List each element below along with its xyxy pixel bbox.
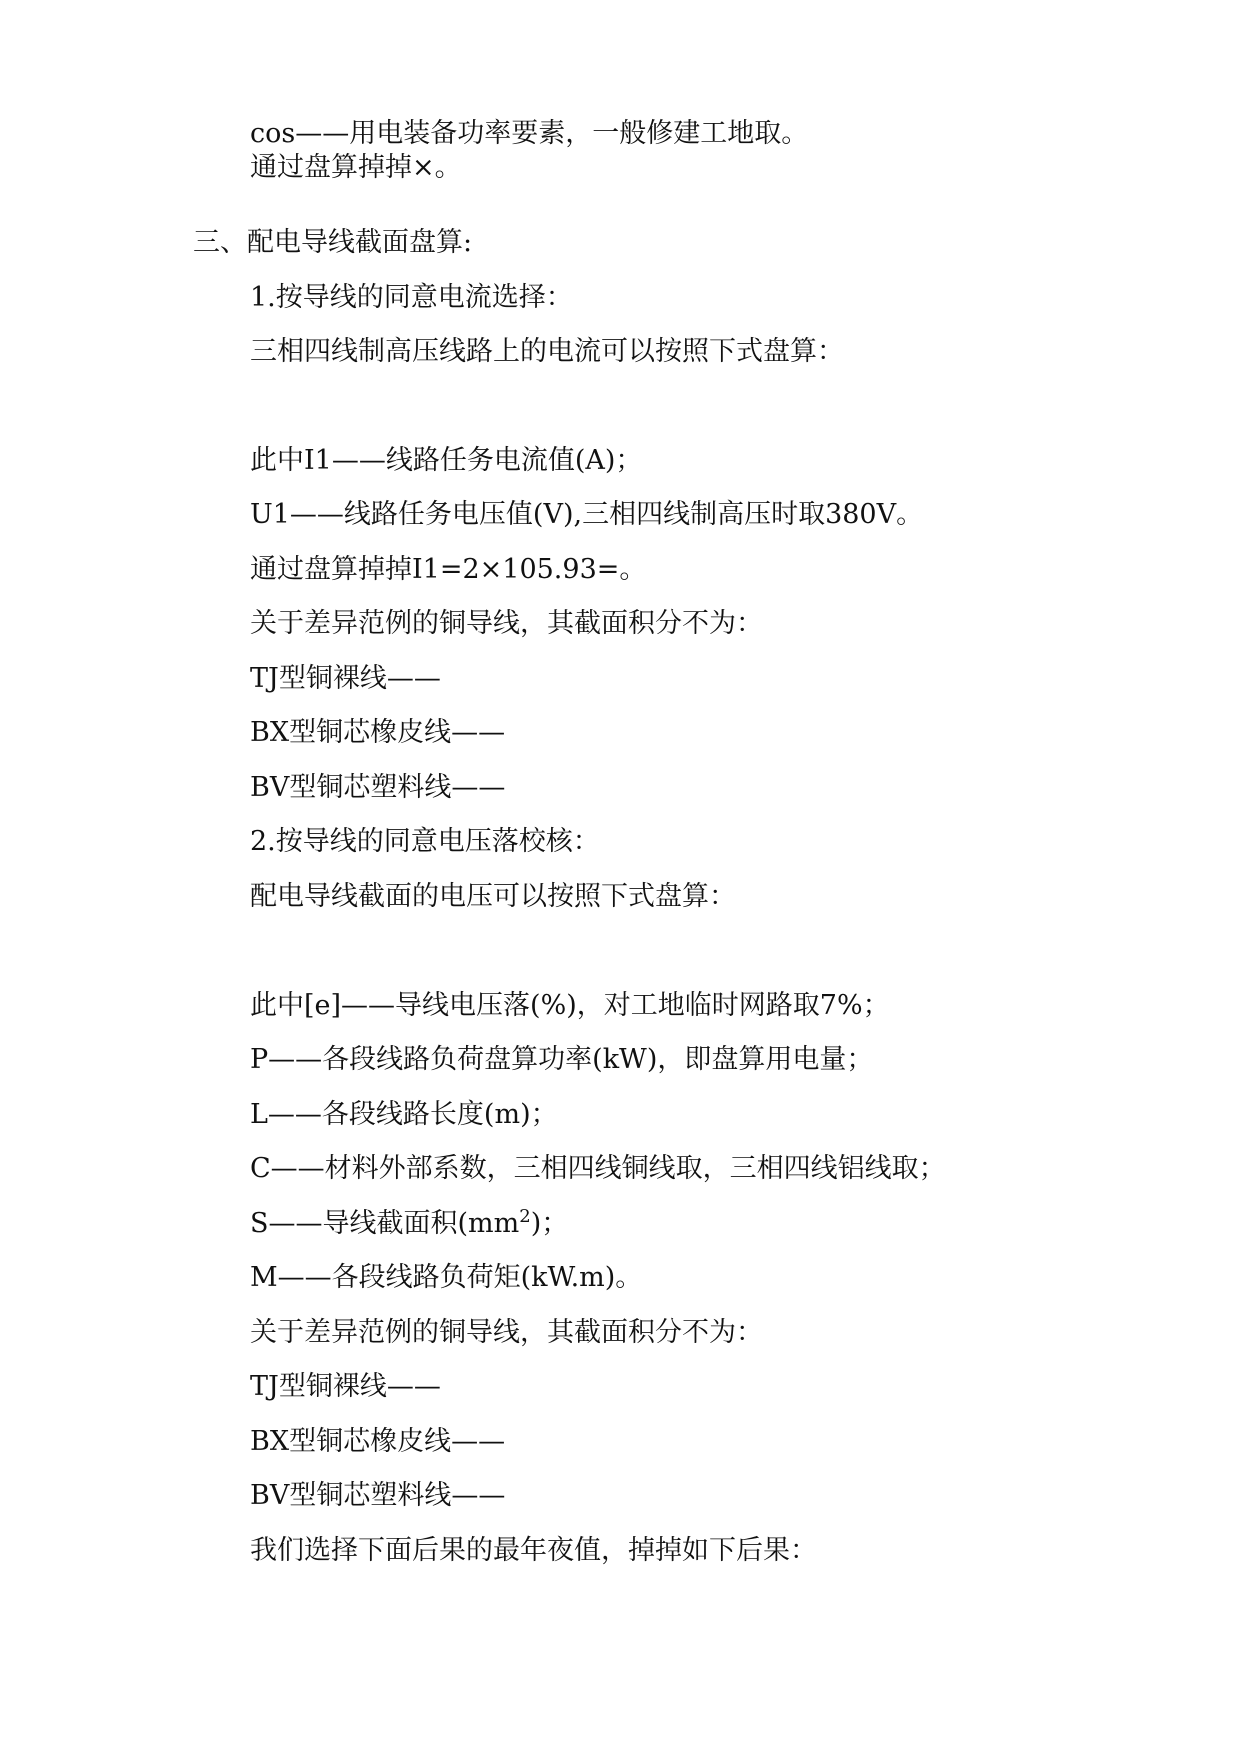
text-line: P——各段线路负荷盘算功率(kW)，即盘算用电量； xyxy=(250,1044,874,1075)
text-line: 关于差异范例的铜导线，其截面积分不为： xyxy=(250,608,763,639)
text-line: BV型铜芯塑料线—— xyxy=(250,1480,506,1511)
text-line: TJ型铜裸线—— xyxy=(250,663,441,694)
text-line: BX型铜芯橡皮线—— xyxy=(250,1426,506,1457)
text-line: cos——用电装备功率要素，一般修建工地取。 xyxy=(250,118,809,149)
text-line: M——各段线路负荷矩(kW.m)。 xyxy=(250,1262,643,1293)
text-fragment: )； xyxy=(530,1208,569,1239)
text-line: L——各段线路长度(m)； xyxy=(250,1099,558,1130)
text-fragment: S——导线截面积(mm xyxy=(250,1208,520,1239)
text-line: BV型铜芯塑料线—— xyxy=(250,772,506,803)
text-line: U1——线路任务电压值(V),三相四线制高压时取380V。 xyxy=(250,499,924,530)
text-line: TJ型铜裸线—— xyxy=(250,1371,441,1402)
text-line: 此中[e]——导线电压落(%)，对工地临时网路取7%； xyxy=(250,990,890,1021)
text-line: 通过盘算掉掉×。 xyxy=(250,152,462,183)
subsection-heading: 1.按导线的同意电流选择： xyxy=(250,282,573,313)
text-line: 通过盘算掉掉I1=2×105.93=。 xyxy=(250,554,647,585)
superscript: 2 xyxy=(519,1206,531,1227)
text-line xyxy=(250,1206,568,1242)
text-line: 三相四线制高压线路上的电流可以按照下式盘算： xyxy=(250,336,844,367)
text-line: 关于差异范例的铜导线，其截面积分不为： xyxy=(250,1317,763,1348)
text-line: 配电导线截面的电压可以按照下式盘算： xyxy=(250,881,736,912)
text-line: C——材料外部系数，三相四线铜线取，三相四线铝线取； xyxy=(250,1153,946,1184)
text-line: 此中I1——线路任务电流值(A)； xyxy=(250,445,643,476)
section-heading: 三、配电导线截面盘算: xyxy=(193,227,473,258)
text-line: BX型铜芯橡皮线—— xyxy=(250,717,506,748)
text-line: 我们选择下面后果的最年夜值，掉掉如下后果： xyxy=(250,1535,817,1566)
subsection-heading: 2.按导线的同意电压落校核： xyxy=(250,826,600,857)
